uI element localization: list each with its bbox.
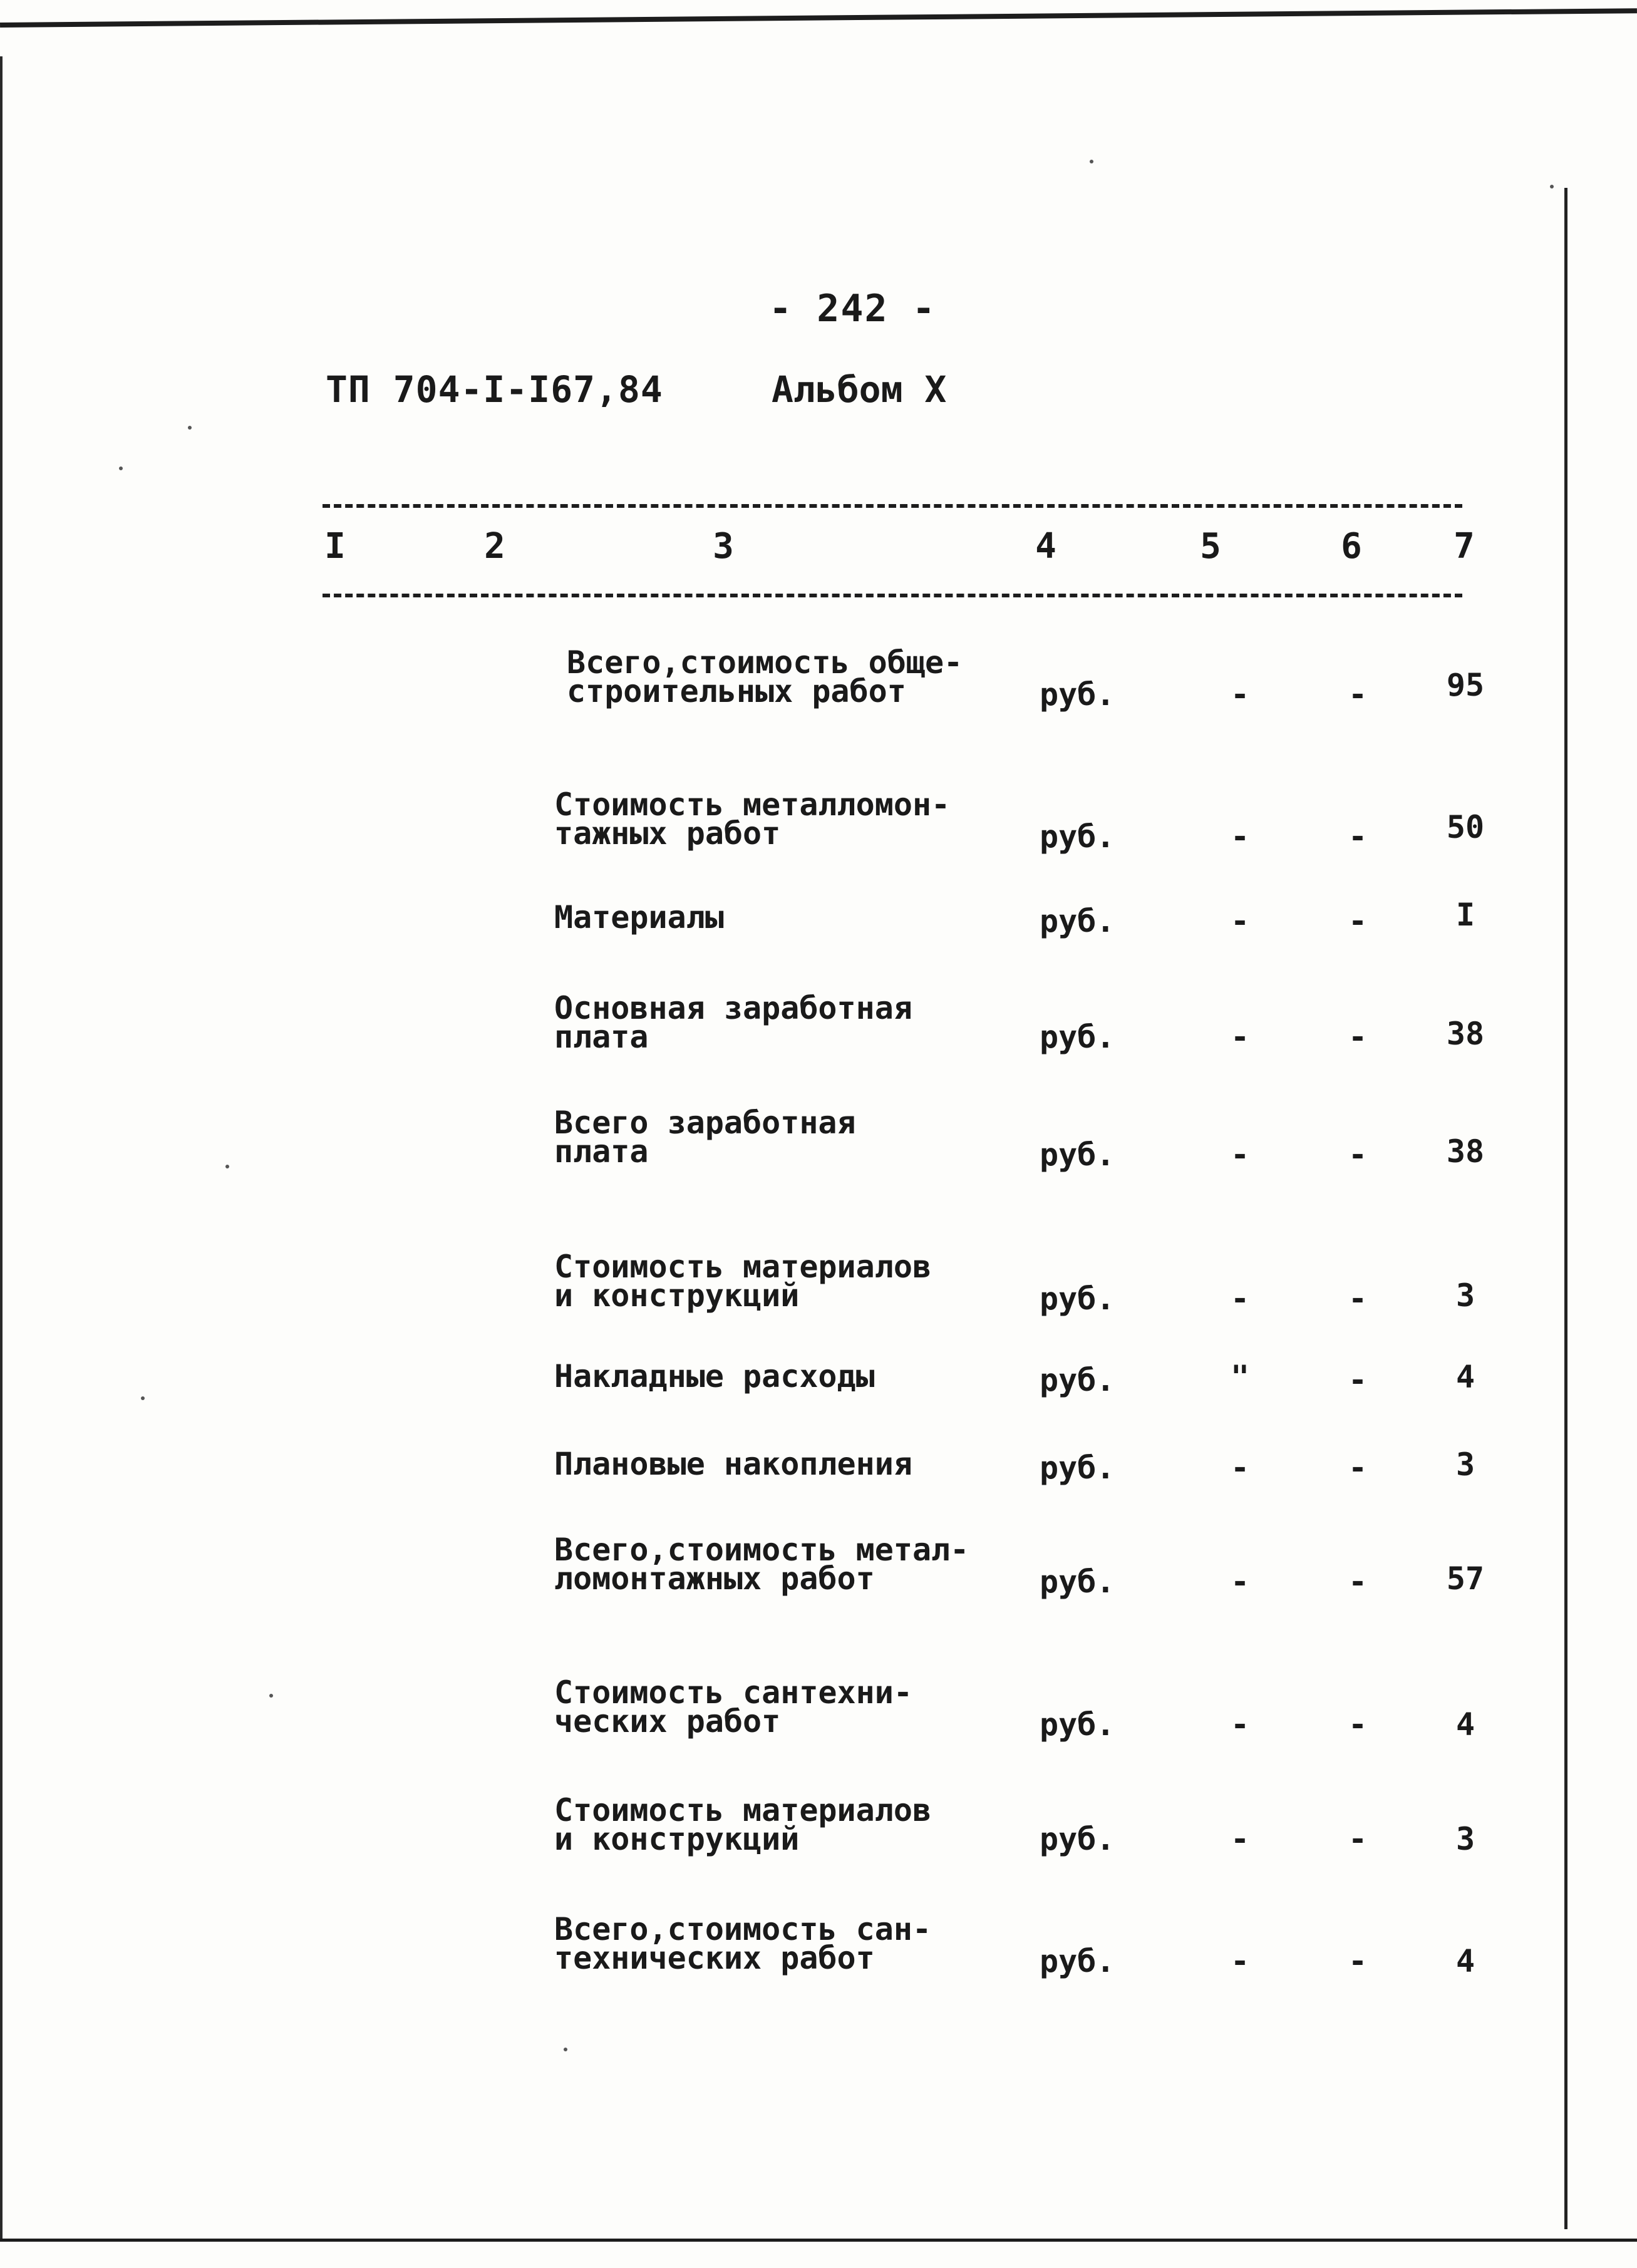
row-col5: - (1230, 1019, 1250, 1055)
row-description: Стоимость материалов и конструкций (554, 1249, 932, 1314)
row-col6: - (1348, 676, 1368, 713)
column-header-4: 4 (1035, 526, 1056, 567)
column-header-3: 3 (713, 526, 734, 567)
row-value: 50 (1446, 809, 1485, 845)
row-unit: руб. (1040, 1362, 1115, 1398)
row-description: Стоимость металломон- тажных работ (554, 786, 951, 852)
row-col6: - (1348, 1821, 1368, 1857)
page-edge-bottom (0, 2239, 1637, 2242)
row-unit: руб. (1040, 1821, 1115, 1857)
page-edge-right (1564, 188, 1567, 2229)
row-value: I (1455, 897, 1475, 933)
row-col6: - (1348, 1281, 1368, 1317)
row-unit: руб. (1040, 676, 1115, 713)
row-description: Стоимость сантехни- ческих работ (554, 1674, 912, 1740)
scan-speck (1090, 160, 1093, 163)
row-description: Плановые накопления (554, 1446, 912, 1482)
page-edge-left (0, 56, 3, 2242)
row-value: 38 (1446, 1016, 1485, 1052)
row-col5: - (1230, 1706, 1250, 1743)
row-description: Основная заработная плата (554, 990, 912, 1055)
scan-speck (564, 2048, 567, 2051)
row-col5: - (1230, 1450, 1250, 1486)
row-unit: руб. (1040, 903, 1115, 939)
row-value: 4 (1455, 1359, 1475, 1395)
row-unit: руб. (1040, 818, 1115, 855)
row-value: 4 (1455, 1706, 1475, 1743)
row-unit: руб. (1040, 1450, 1115, 1486)
document-code: ТП 704-I-I67,84 (326, 368, 663, 411)
row-description: Всего,стоимость метал- ломонтажных работ (554, 1532, 969, 1597)
column-header-7: 7 (1454, 526, 1475, 567)
scan-speck (188, 426, 192, 430)
row-value: 3 (1455, 1446, 1475, 1483)
row-description: Всего,стоимость сан- технических работ (554, 1911, 932, 1976)
row-col6: - (1348, 818, 1368, 855)
page-number: - 242 - (769, 287, 936, 331)
column-header-5: 5 (1200, 526, 1221, 567)
row-col6: - (1348, 1450, 1368, 1486)
row-col5: - (1230, 1137, 1250, 1173)
row-col5: - (1230, 1564, 1250, 1600)
column-header-6: 6 (1341, 526, 1362, 567)
row-col5: - (1230, 1821, 1250, 1857)
scan-speck (269, 1694, 273, 1698)
scan-speck (141, 1396, 145, 1400)
row-description: Стоимость материалов и конструкций (554, 1792, 932, 1857)
row-unit: руб. (1040, 1281, 1115, 1317)
row-description: Всего заработная плата (554, 1105, 856, 1170)
row-col5: " (1230, 1359, 1250, 1395)
row-value: 4 (1455, 1943, 1475, 1979)
table-header-top-rule (323, 504, 1462, 508)
row-col5: - (1230, 1943, 1250, 1979)
row-value: 3 (1455, 1821, 1475, 1857)
row-col5: - (1230, 903, 1250, 939)
row-value: 38 (1446, 1133, 1485, 1170)
row-description: Материалы (554, 899, 724, 936)
table-header-bottom-rule (323, 594, 1462, 597)
album-label: Альбом X (772, 368, 947, 411)
scan-speck (1550, 185, 1554, 188)
row-col6: - (1348, 1706, 1368, 1743)
column-header-1: I (324, 526, 346, 567)
row-unit: руб. (1040, 1706, 1115, 1743)
row-col5: - (1230, 818, 1250, 855)
row-unit: руб. (1040, 1019, 1115, 1055)
row-col5: - (1230, 676, 1250, 713)
row-col6: - (1348, 1137, 1368, 1173)
row-value: 95 (1446, 667, 1485, 703)
scan-speck (119, 466, 123, 470)
row-col6: - (1348, 1943, 1368, 1979)
row-description: Накладные расходы (554, 1358, 875, 1394)
row-value: 57 (1446, 1560, 1485, 1597)
row-unit: руб. (1040, 1943, 1115, 1979)
row-unit: руб. (1040, 1137, 1115, 1173)
column-header-2: 2 (484, 526, 505, 567)
scan-speck (225, 1165, 229, 1168)
row-unit: руб. (1040, 1564, 1115, 1600)
row-value: 3 (1455, 1277, 1475, 1314)
row-col6: - (1348, 1019, 1368, 1055)
row-col6: - (1348, 1362, 1368, 1398)
row-col6: - (1348, 1564, 1368, 1600)
row-description: Всего,стоимость обще- строительных работ (567, 644, 963, 709)
page-edge-top (0, 8, 1637, 28)
row-col5: - (1230, 1281, 1250, 1317)
row-col6: - (1348, 903, 1368, 939)
